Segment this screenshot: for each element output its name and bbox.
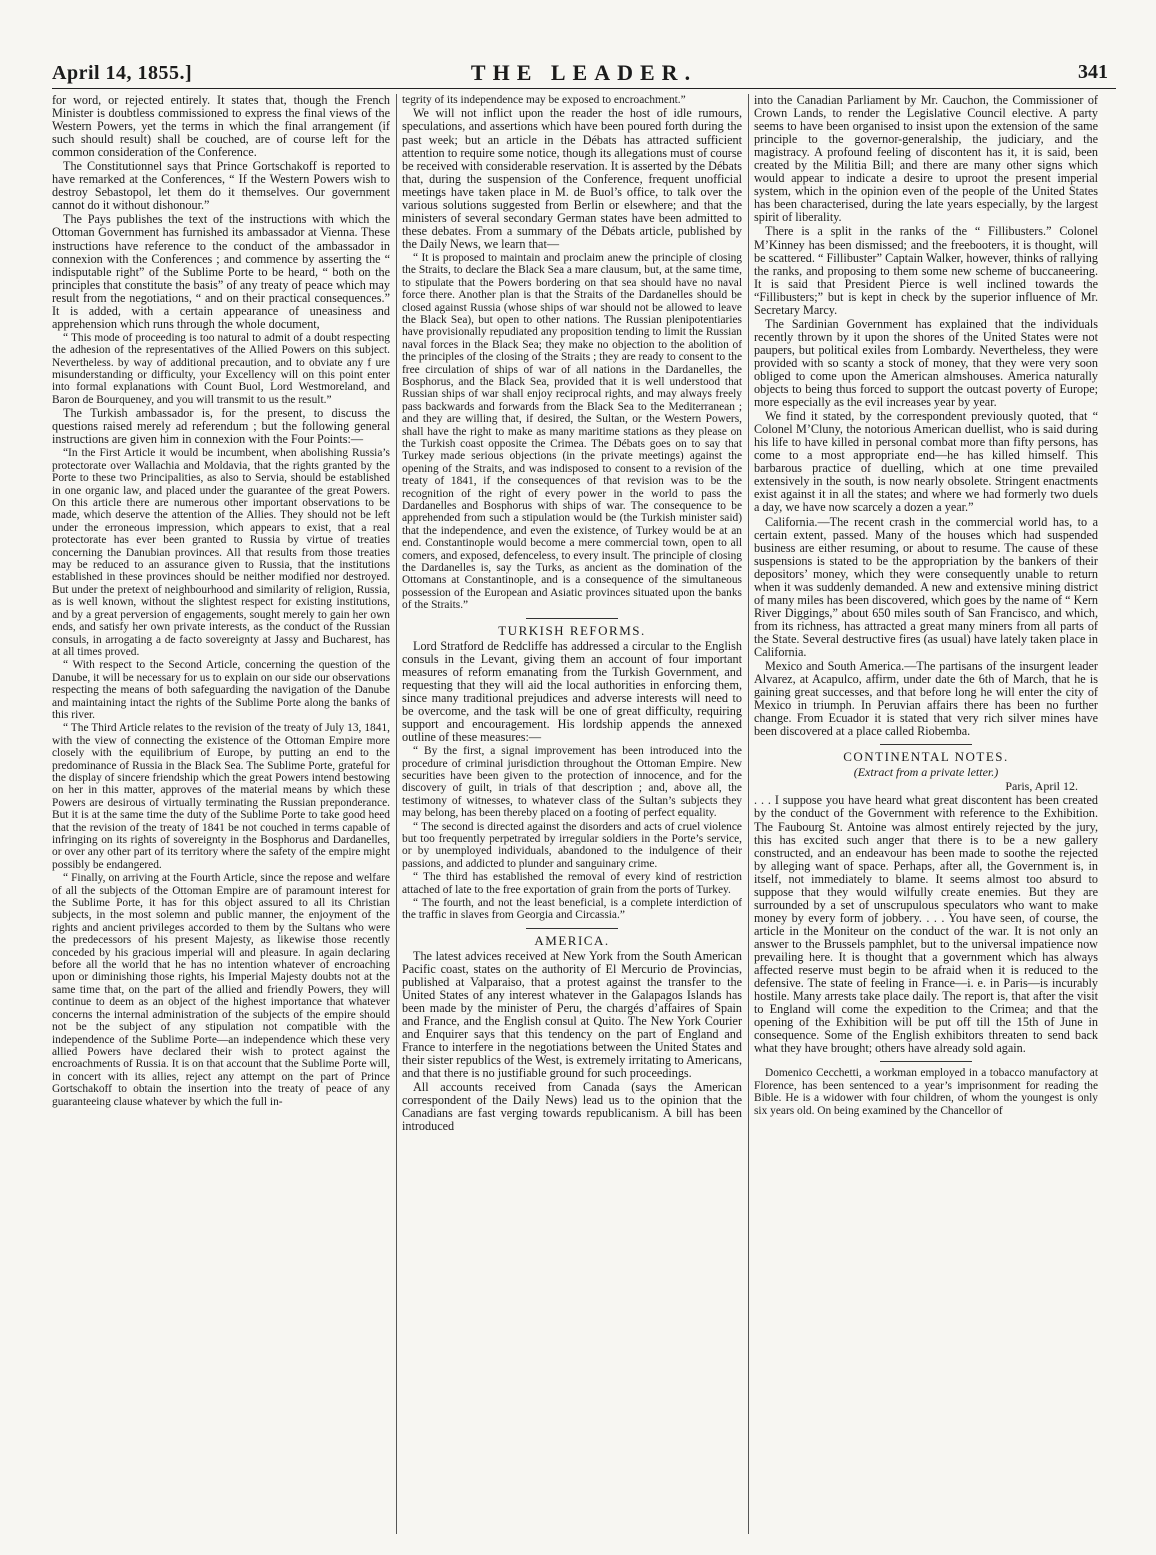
paragraph: The Turkish ambassador is, for the present, to discuss the questions raised merely ad referendum ; but the following general instructions are given him in connexion with the Four Points:— [52, 406, 390, 447]
paragraph: All accounts received from Canada (says the American correspondent of the Daily News) lead us to the opinion that the Canadians are fast verging towards republicanism. A bill has been introduced [402, 1080, 742, 1134]
paragraph: . . . I suppose you have heard what great discontent has been created by the conduct of the Government with reference to the Exhibition. The Faubourg St. Antoine was almost entirely rejected by the jury, this has excited such anger that there is to be a new gallery constructed, and an endeavour has been made to soothe the rejected by alleging want of space. Perhaps, after all, the Government is, in itself, not immediately to blame. It seems almost too absurd to suppose that they would wilfully create enemies. But they are surrounded by a set of unscrupulous speculators who want to make money by every form of jobbery. . . . You have seen, of course, the article in the Moniteur on the conduct of the war. It is not only an answer to the Brussels pamphlet, but to the universal impatience now prevailing here. It is thought that a government which has always affected reserve must begin to be afraid when it is reduced to the defensive. The state of feeling in France—i. e. in Paris—is incurably hostile. Many arrests take place daily. The report is, that after the visit to England will come the expedition to the Crimea; and that the opening of the Exhibition will be put off till the 15th of June in consequence. Some of the English exhibitors threaten to send back what they have brought; others have already sold again. [754, 793, 1098, 1056]
quotation: “ By the first, a signal improvement has been introduced into the procedure of criminal jurisdiction throughout the Ottoman Empire. New securities have been given to the protection of innocence, and for the discovery of guilt, in trials of that description ; and, above all, the testimony of witnesses, to whatever class of the Sultan’s subjects they may belong, has been thereby placed on a footing of perfect equality. [402, 745, 742, 820]
masthead [52, 58, 1116, 89]
quotation: “ The Third Article relates to the revision of the treaty of July 13, 1841, with the view of connecting the existence of the Ottoman Empire more closely with the equilibrium of Europe, by putting an end to the predominance of Russia in the Black Sea. The Sublime Porte, grateful for the display of sincere friendship which the great Powers intend bestowing on her in this matter, approves of the material means by which these Powers are desirous of virtually terminating the Russian preponderance. But it is at the same time the duty of the Sublime Porte to take good heed that the revision of the treaty of 1841 be not couched in terms capable of infringing on its rights of sovereignty in the Bosphorus and Dardanelles, or over any other part of its territory where the safety of the empire might possibly be endangered. [52, 722, 390, 871]
paragraph: into the Canadian Parliament by Mr. Cauchon, the Commissioner of Crown Lands, to render the Legislative Council elective. A party seems to have been organised to insist upon the extension of the same principle to the governor-generalship, the judiciary, and the magistracy. A profound feeling of discontent has it, it is said, been created by the Militia Bill; and there are many other signs which would appear to indicate a desire to uproot the present imperial system, which in the opinion even of the people of the United States has been characterised, during the late years especially, by the largest spirit of liberality. [754, 94, 1098, 225]
quotation: “ With respect to the Second Article, concerning the question of the Danube, it will be necessary for us to explain on our side our observations respecting the means of both safeguarding the navigation of the Danube and maintaining intact the rights of the Sublime Porte along the banks of this river. [52, 659, 390, 721]
page-number: 341 [1078, 61, 1108, 83]
paragraph: California.—The recent crash in the commercial world has, to a certain extent, passed. Many of the houses which had suspended business are either resuming, or about to resume. The cause of these suspensions is stated to be the appropriation by the bankers of their depositors’ money, which they were consequently unable to return when it was suddenly demanded. A new and extensive mining district of many miles has been discovered, which goes by the name of “ Kern River Diggings,” about 650 miles south of San Francisco, and which, from its richness, has attracted a great many miners from all parts of the State. Several destructive fires (as usual) have lately taken place in California. [754, 514, 1098, 659]
section-heading-continental-notes: CONTINENTAL NOTES. [843, 749, 1009, 765]
dateline: Paris, April 12. [1005, 779, 1078, 794]
section-rule [526, 928, 618, 929]
quotation: “ It is proposed to maintain and proclaim anew the principle of closing the Straits, to declare the Black Sea a mare clausum, but, at the same time, to stipulate that the Powers bordering on that sea should have no naval force there. Another plan is that the Straits of the Dardanelles should be closed against Russia (whose ships of war should not be allowed to leave the Black Sea), but open to other nations. The Russian plenipotentiaries have provisionally repudiated any proposition tending to limit the Russian naval forces in the Black Sea; they make no objection to the abolition of the principles of the closing of the Straits ; they are ready to consent to the free circulation of ships of war of all nations in the Dardanelles, the Bosphorus, and the Black Sea, provided that it is well understood that Russian ships of war shall enjoy reciprocal rights, and may always freely pass backwards and forwards from the Black Sea to the Mediterranean ; and they are willing that, if desired, the Sultan, or the Western Powers, shall have the right to make as many maritime stations as they please on the Turkish coast opposite the Crimea. The Débats goes on to say that Turkey made serious objections (in the private meetings) against the opening of the Straits, and was indisposed to consent to a revision of the treaty of 1841, if the consequences of that revision was to be the recognition of the right of every power in the world to pass the Dardanelles and Bosphorus with ships of war. The consequence to be apprehended from such a stipulation would be (the Turkish minister said) that the independence, and even the existence, of Turkey would be at an end. Constantinople would become a mere commercial town, open to all comers, and exposed, defenceless, to every insult. The principle of closing the Dardanelles is, say the Turks, as ancient as the domination of the Ottomans at Constantinople, and is a consequence of the simultaneous possession of the European and Asiatic provinces situated upon the banks of the Straits.” [402, 251, 742, 612]
paragraph: Lord Stratford de Redcliffe has addressed a circular to the English consuls in the Levant, giving them an account of four important measures of reform emanating from the Turkish Government, and requesting that they will aid the local authorities in enforcing them, since many traditional prejudices and adverse interests will need to be overcome, and the task will be one of great difficulty, requiring support and encouragement. His lordship appends the annexed outline of these measures:— [402, 638, 742, 745]
issue-date: April 14, 1855.] [52, 62, 193, 84]
section-rule [880, 1061, 972, 1062]
section-heading-america: AMERICA. [534, 932, 610, 948]
column-divider [396, 94, 397, 1534]
section-rule [526, 618, 618, 619]
paragraph: The Pays publishes the text of the instructions with which the Ottoman Government has furnished its ambassador at Vienna. These instructions have reference to the conduct of the ambassador in connexion with the Conferences ; and commence by asserting the “ indisputable right” of the Sublime Porte to be heard, “ both on the principles that constitute the basis” of any treaty of peace which may result from the negotiations, “ and on their practical consequences.” It is added, with a certain appearance of uneasiness and apprehension which runs through the whole document, [52, 212, 390, 331]
paragraph: There is a split in the ranks of the “ Fillibusters.” Colonel M’Kinney has been dismissed; and the freebooters, it is thought, will be scattered. “ Fillibuster” Captain Walker, however, thinks of rallying the ranks, and proposing to them some new scheme of buccaneering. It is said that President Pierce is well inclined towards the “Fillibusters;” but is kept in check by the superior influence of Mr. Secretary Marcy. [754, 224, 1098, 317]
section-subheading: (Extract from a private letter.) [853, 765, 999, 780]
quotation: “ This mode of proceeding is too natural to admit of a doubt respecting the adhesion of the representatives of the Allied Powers on this subject. Nevertheless. by way of additional precaution, and to obviate any f ure misunderstanding or difficulty, your Excellency will on this point enter into formal explanations with Count Buol, Lord Westmoreland, and Baron de Bourqueney, and you will transmit to us the result.” [52, 331, 390, 406]
section-rule [880, 744, 972, 745]
paragraph: The Constitutionnel says that Prince Gortschakoff is reported to have remarked at the Conferences, “ If the Western Powers wish to destroy Sebastopol, let them do it themselves. Our government cannot do it without dishonour.” [52, 159, 390, 213]
paragraph: Domenico Cecchetti, a workman employed in a tobacco manufactory at Florence, has been sentenced to a year’s imprisonment for reading the Bible. He is a widower with four children, of whom the youngest is only six years old. On being examined by the Chancellor of [754, 1067, 1098, 1117]
column-divider [748, 94, 749, 1534]
newspaper-title: THE LEADER. [470, 60, 698, 85]
quotation: “ The third has established the removal of every kind of restriction attached of late to the free exportation of grain from the ports of Turkey. [402, 871, 742, 896]
quotation: “ The second is directed against the disorders and acts of cruel violence but too frequently perpetrated by irregular soldiers in the Porte’s service, or by unemployed individuals, abandoned to the indulgence of their passions, and addicted to plunder and sanguinary crime. [402, 820, 742, 870]
column-2 [402, 94, 742, 1544]
quotation: tegrity of its independence may be exposed to encroachment.” [402, 94, 686, 106]
quotation: “In the First Article it would be incumbent, when abolishing Russia’s protectorate over Wallachia and Moldavia, that the rights granted by the Porte to these two Principalities, as also to Servia, should be established in one organic law, and placed under the guarantee of the great Powers. On this article there are numerous other important observations to be made, which deserve the attention of the Allies. They should not be left under the erroneous impression, which appears to exist, that a real protectorate has ever been granted to Russia by virtue of treaties concerning the Danubian provinces. All that results from those treaties may be reduced to an assurance given to Russia, that the institutions established in these provinces should be neither modified nor destroyed. But under the pretext of neighbourhood and similarity of religion, Russia, as is well known, without the slightest respect for existing institutions, and by a great perversion of engagements, sought merely to gain her own ends, and satisfy her own private interests, as the conduct of the Russian consuls, in arrogating a de facto sovereignty at Jassy and Bucharest, has at all times proved. [52, 447, 390, 658]
paragraph: Mexico and South America.—The partisans of the insurgent leader Alvarez, at Acapulco, affirm, under date the 6th of March, that he is gaining great successes, and that before long he will enter the city of Mexico in triumph. In Peruvian affairs there has been no further change. From Ecuador it is stated that very rich silver mines have been discovered at a place called Riobemba. [754, 659, 1098, 739]
section-heading-turkish-reforms: TURKISH REFORMS. [498, 622, 646, 638]
paragraph: We find it stated, by the correspondent previously quoted, that “ Colonel M’Cluny, the notorious American duellist, who is said during his life to have killed in personal combat more than fifty persons, has come to a most appropriate end—he has killed himself. This barbarous practice of duelling, which at one time prevailed extensively in the south, is now nearly obsolete. Stringent enactments exist against it in all the states; and where we had formerly two duels a day, we have now scarcely a dozen a year.” [754, 409, 1098, 515]
quotation: “ Finally, on arriving at the Fourth Article, since the repose and welfare of all the subjects of the Ottoman Empire are of paramount interest for the Sublime Porte, it has for this object assured to all its Christian subjects, in the most solemn and public manner, the enjoyment of the rights and ancient privileges accorded to them by the Sultans who were the predecessors of his present Majesty, as likewise those recently conceded by his gracious imperial will and pleasure. In again declaring before all the world that he has no intention whatever of encroaching upon or diminishing those rights, his Imperial Majesty doubts not at the same time that, on the part of the allied and friendly Powers, they will continue to deem as an object of the highest importance that whatever concerns the internal administration of the subjects of the empire should not be the subject of any stipulation not compatible with the independence of the Sublime Porte—an independence which these very allied Powers have declared their wish to protect against the encroachments of Russia. It is on that account that the Sublime Porte will, in concert with its allies, reject any attempt on the part of Prince Gortschakoff to obtain the insertion into the treaty of peace of any guaranteeing clause whatever by which the full in- [52, 872, 390, 1108]
column-3 [754, 94, 1098, 1544]
paragraph: The Sardinian Government has explained that the individuals recently thrown by it upon the shores of the United States were not paupers, but political exiles from Lombardy. Nevertheless, they were provided with so scanty a stock of money, that they were very soon obliged to come upon the American almshouses. America naturally objects to being thus forced to support the outcast poverty of Europe; more especially as the evil increases year by year. [754, 316, 1098, 410]
paragraph: for word, or rejected entirely. It states that, though the French Minister is doubtless commissioned to express the final views of the Western Powers, yet the terms in which the final arrangement (if such should result) shall be couched, are of course left for the common consideration of the Conference. [52, 94, 390, 160]
paragraph: The latest advices received at New York from the South American Pacific coast, states on the authority of El Mercurio de Provincias, published at Valparaiso, that a protest against the transfer to the United States of any interest whatever in the Galapagos Islands has been made by the minister of Peru, the chargés d’affaires of Spain and France, and the English consul at Quito. The New York Courier and Enquirer says that this tendency on the part of England and France to interfere in the negotiations between the United States and their sister republics of the West, is extremely irritating to Americans, and that there is no justifiable ground for such proceedings. [402, 948, 742, 1081]
column-1 [52, 94, 390, 1544]
paragraph: We will not inflict upon the reader the host of idle rumours, speculations, and assertions which have been poured forth during the past week; but an article in the Débats has attracted sufficient attention to require some notice, though its allegations must of course be received with considerable reservation. It is asserted by the Débats that, during the suspension of the Conference, frequent unofficial meetings have taken place in M. de Buol’s office, to talk over the various solutions suggested from Berlin or elsewhere; and that the ministers of several secondary German states have been admitted to these debates. From a summary of the Débats article, published by the Daily News, we learn that— [402, 106, 742, 251]
quotation: “ The fourth, and not the least beneficial, is a complete interdiction of the traffic in slaves from Georgia and Circassia.” [402, 897, 742, 922]
